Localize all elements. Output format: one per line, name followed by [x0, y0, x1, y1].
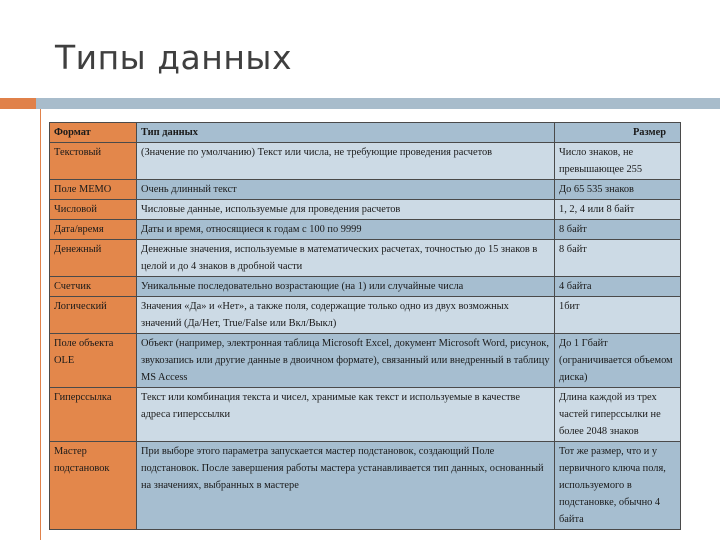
cell-type: Объект (например, электронная таблица Microsoft Excel, документ Microsoft Word, рисунок, звукозапись или другие данные в двоичном формате), связанный или внедренный в таблицу MS Access [137, 334, 555, 388]
accent-vertical-line [40, 109, 41, 540]
table-row [50, 220, 681, 240]
cell-size: 1бит [555, 297, 681, 334]
cell-size: 8 байт [555, 220, 681, 240]
cell-type: При выборе этого параметра запускается мастер подстановок, создающий Поле подстановок. После завершения работы мастера устанавливается тип данных, основанный на значениях, выбранных в мастере [137, 442, 555, 530]
cell-type: Даты и время, относящиеся к годам с 100 по 9999 [137, 220, 555, 240]
cell-size: 8 байт [555, 240, 681, 277]
table-row [50, 277, 681, 297]
cell-type: Денежные значения, используемые в математических расчетах, точностью до 15 знаков в целой и до 4 знаков в дробной части [137, 240, 555, 277]
cell-format: Поле MEMO [50, 180, 137, 200]
cell-format: Дата/время [50, 220, 137, 240]
data-types-table [49, 122, 681, 530]
table-row [50, 334, 681, 388]
header-size [555, 123, 681, 143]
table-header-row [50, 123, 681, 143]
cell-format: Гиперссылка [50, 388, 137, 442]
accent-bar-orange [0, 98, 36, 109]
cell-type: (Значение по умолчанию) Текст или числа, не требующие проведения расчетов [137, 143, 555, 180]
table-row [50, 240, 681, 277]
table-row [50, 200, 681, 220]
cell-type: Числовые данные, используемые для проведения расчетов [137, 200, 555, 220]
cell-format: Текстовый [50, 143, 137, 180]
cell-size: Длина каждой из трех частей гиперссылки не более 2048 знаков [555, 388, 681, 442]
cell-format: Денежный [50, 240, 137, 277]
cell-type: Уникальные последовательно возрастающие (на 1) или случайные числа [137, 277, 555, 297]
cell-size: Число знаков, не превышающее 255 [555, 143, 681, 180]
cell-format: Поле объекта OLE [50, 334, 137, 388]
header-format: Формат [50, 123, 137, 143]
cell-type: Значения «Да» и «Нет», а также поля, содержащие только одно из двух возможных значений (Да/Нет, True/False или Вкл/Выкл) [137, 297, 555, 334]
table-row [50, 442, 681, 530]
header-type: Тип данных [137, 123, 555, 143]
cell-format: Логический [50, 297, 137, 334]
cell-size: 4 байта [555, 277, 681, 297]
cell-size: До 1 Гбайт (ограничивается объемом диска) [555, 334, 681, 388]
cell-format: Мастер подстановок [50, 442, 137, 530]
cell-type: Очень длинный текст [137, 180, 555, 200]
cell-size: До 65 535 знаков [555, 180, 681, 200]
cell-type: Текст или комбинация текста и чисел, хранимые как текст и используемые в качестве адреса гиперссылки [137, 388, 555, 442]
slide-title: Типы данных [55, 38, 292, 77]
table-row [50, 297, 681, 334]
table-row [50, 180, 681, 200]
table-row [50, 143, 681, 180]
cell-size: Тот же размер, что и у первичного ключа поля, используемого в подстановке, обычно 4 байта [555, 442, 681, 530]
cell-size: 1, 2, 4 или 8 байт [555, 200, 681, 220]
cell-format: Числовой [50, 200, 137, 220]
accent-bar-blue [36, 98, 720, 109]
cell-format: Счетчик [50, 277, 137, 297]
table-row [50, 388, 681, 442]
header-size-label: Размер [632, 127, 666, 138]
